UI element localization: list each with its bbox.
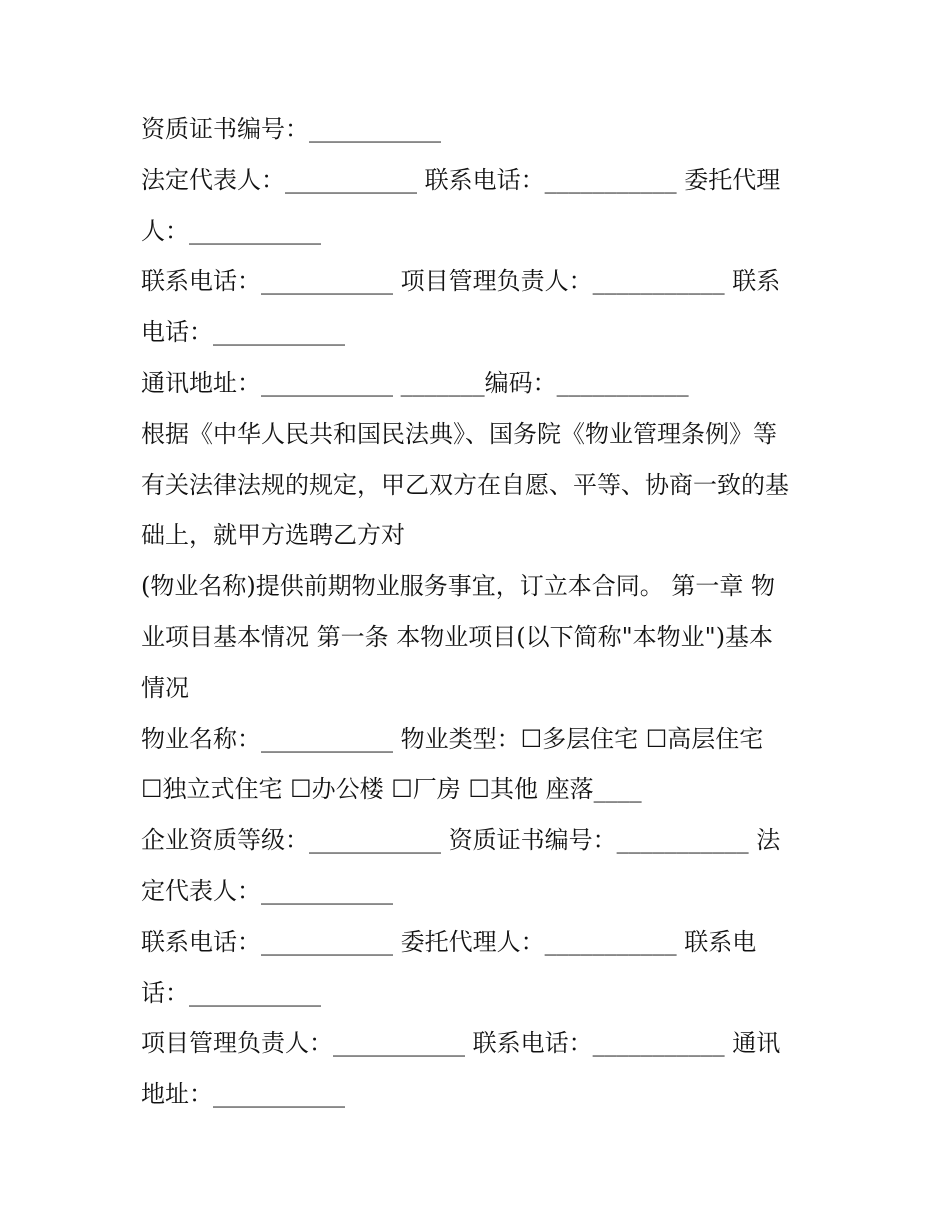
text-line: 有关法律法规的规定，甲乙双方在自愿、平等、协商一致的基 — [141, 470, 789, 499]
text-line: 础上，就甲方选聘乙方对 — [141, 521, 405, 550]
text-line: 资质证书编号：___________ — [141, 115, 441, 143]
text-line: 联系电话：___________ 项目管理负责人：___________ 联系 — [141, 267, 781, 296]
document-body — [141, 104, 821, 1120]
text-line: 人：___________ — [141, 216, 321, 245]
text-line: ☐独立式住宅 ☐办公楼 ☐厂房 ☐其他 座落____ — [141, 775, 642, 804]
text-line: 项目管理负责人：___________ 联系电话：___________ 通讯 — [141, 1029, 781, 1058]
text-line: (物业名称)提供前期物业服务事宜，订立本合同。 第一章 物 — [141, 572, 775, 601]
text-line: 物业名称：___________ 物业类型：☐多层住宅 ☐高层住宅 — [141, 724, 764, 753]
text-line: 电话：___________ — [141, 318, 345, 347]
text-line: 根据《中华人民共和国民法典》、国务院《物业管理条例》等 — [141, 419, 777, 448]
text-line: 联系电话：___________ 委托代理人：___________ 联系电 — [141, 927, 757, 956]
text-line: 法定代表人：___________ 联系电话：___________ 委托代理 — [141, 165, 781, 194]
text-line: 地址：___________ — [141, 1080, 345, 1109]
text-line: 业项目基本情况 第一条 本物业项目(以下简称"本物业")基本 — [141, 622, 774, 651]
text-line: 定代表人：___________ — [141, 876, 393, 905]
text-line: 情况 — [141, 673, 189, 702]
text-line: 通讯地址：___________ _______编码：___________ — [141, 368, 689, 397]
text-line: 企业资质等级：___________ 资质证书编号：___________ 法 — [141, 826, 781, 855]
text-line: 话：___________ — [141, 978, 321, 1007]
